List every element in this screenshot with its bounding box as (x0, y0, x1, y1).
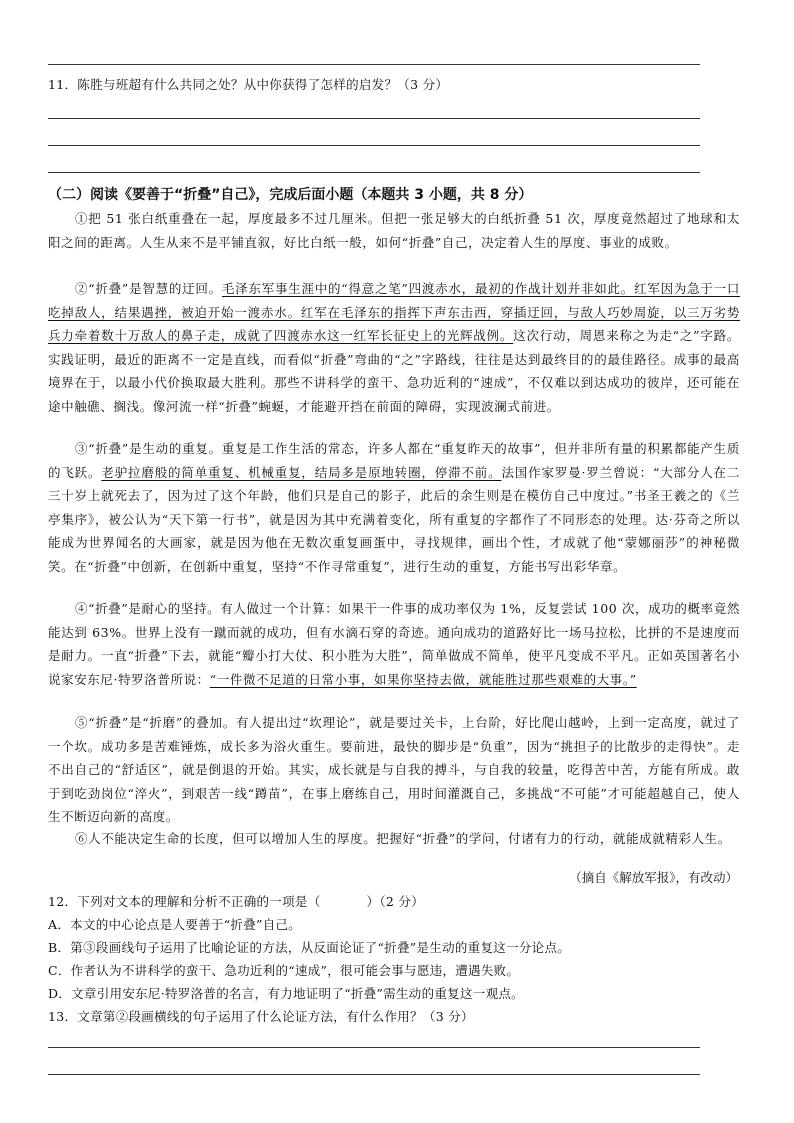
p4-underlined-quote: “一件微不足道的日常小事，如果你坚持去做，就能胜过那些艰难的大事。” (209, 671, 637, 687)
answer-line (48, 1074, 700, 1075)
paragraph-4 (48, 597, 740, 691)
answer-line (48, 172, 700, 173)
section-title: （二）阅读《要善于“折叠”自己》，完成后面小题（本题共 3 小题，共 8 分） (48, 187, 533, 203)
p4-body: ④“折叠”是耐心的坚持。有人做过一个计算：如果干一件事的成功率仅为 1%，反复尝试 100 次，成功的概率竟然能达到 63%。世界上没有一蹴而就的成功，但有水滴石穿的奇迹。通向成功的道路好比一场马拉松，比拼的不是速度而是耐力。一直“折叠”下去，就能“瓣小打大仗、积小胜为大胜”，简单做成不简单，使平凡变成不平凡。正如英国著名小说家安东尼·特罗洛普所说： (48, 601, 740, 687)
p2-lead: ②“折叠”是智慧的迂回。 (75, 281, 222, 296)
option-b: B．第③段画线句子运用了比喻论证的方法，从反面论证了“折叠”是生动的重复这一分论点。 (48, 940, 571, 955)
p3-lead: ③“折叠”是生动的重复。重复是工作生活的常态，许多人都在“重复昨天的故事”，但并非所有量的积累都能产生质的飞跃。 (48, 441, 740, 480)
answer-line (48, 64, 700, 65)
paragraph-3 (48, 437, 740, 578)
paragraph-2 (48, 277, 740, 418)
option-d: D．文章引用安东尼·特罗洛普的名言，有力地证明了“折叠”需生动的重复这一观点。 (48, 986, 524, 1001)
q12-stem-end: ）（2 分） (366, 894, 424, 909)
question-11: 11．陈胜与班超有什么共同之处？从中你获得了怎样的启发？（3 分） (48, 77, 449, 92)
question-13: 13．文章第②段画横线的句子运用了什么论证方法，有什么作用？（3 分） (48, 1009, 474, 1024)
answer-line (48, 145, 700, 146)
option-c: C．作者认为不讲科学的蛮干、急功近利的“速成”，很可能会事与愿违，遭遇失败。 (48, 963, 520, 978)
paragraph-6: ⑥人不能决定生命的长度，但可以增加人生的厚度。把握好“折叠”的学问，付诸有力的行动，就能成就精彩人生。 (75, 831, 731, 846)
q12-stem: 12．下列对文本的理解和分析不正确的一项是（ (48, 894, 321, 909)
option-a: A．本文的中心论点是人要善于“折叠”自己。 (48, 917, 302, 932)
source-note: （摘自《解放军报》，有改动） (569, 870, 738, 885)
question-12 (48, 890, 740, 914)
answer-line (48, 118, 700, 119)
p3-underlined-sentence: 老驴拉磨般的简单重复、机械重复，结局多是原地转圈，停滞不前。 (101, 464, 502, 480)
p3-rest: 法国作家罗曼·罗兰曾说：“大部分人在二三十岁上就死去了，因为过了这个年龄，他们只是自己的影子，此后的余生则是在模仿自己中度过。”书圣王羲之的《兰亭集序》，被公认为“天下第一行书”，就是因为其中充满着变化，所有重复的字都作了不同形态的处理。达·芬奇之所以能成为世界闻名的大画家，就是因为他在无数次重复画蛋中，寻找规律，画出个性，才成就了他“蒙娜丽莎”的神秘微笑。在“折叠”中创新，在创新中重复，坚持“不作寻常重复”，进行生动的重复，方能书写出彩华章。 (48, 464, 740, 574)
answer-line (48, 1047, 700, 1048)
paragraph-5: ⑤“折叠”是“折磨”的叠加。有人提出过“坎理论”，就是要过关卡，上台阶，好比爬山越岭，上到一定高度，就过了一个坎。成功多是苦难锤炼，成长多为浴火重生。要前进，最快的脚步是“负重”，因为“挑担子的比散步的走得快”。走不出自己的“舒适区”，就是倒退的开始。其实，成长就是与自我的搏斗，与自我的较量，吃得苦中苦，方能有所成。敢于到吃劲岗位“淬火”，到艰苦一线“蹲苗”，在事上磨练自己，用时间灌溉自己，多挑战“不可能”才可能超越自己，使人生不断迈向新的高度。 (48, 715, 740, 824)
p2-rest: 这次行动，周恩来称之为走“之”字路。实践证明，最近的距离不一定是直线，而看似“折叠”弯曲的“之”字路线，往往是达到最终目的的最佳路径。成事的最高境界在于，以最小代价换取最大胜利。那些不讲科学的蛮干、急功近利的“速成”，不仅难以到达成功的彼岸，还可能在途中触礁、搁浅。像河流一样“折叠”蜿蜒，才能避开挡在前面的障碍，实现波澜式前进。 (48, 328, 740, 414)
p2-underlined-sentence: 毛泽东军事生涯中的“得意之笔”四渡赤水，最初的作战计划并非如此。红军因为急于一口吃掉敌人，结果遇挫，被迫开始一渡赤水。红军在毛泽东的指挥下声东击西，穿插迂回，与敌人巧妙周旋，以三万劣势兵力牵着数十万敌人的鼻子走，成就了四渡赤水这一红军长征史上的光辉战例。 (48, 281, 740, 343)
paragraph-1: ①把 51 张白纸重叠在一起，厚度最多不过几厘米。但把一张足够大的白纸折叠 51 次，厚度竟然超过了地球和太阳之间的距离。人生从来不是平铺直叙，好比白纸一般，如何“折叠”自己，决定着人生的厚度、事业的成败。 (48, 211, 740, 250)
